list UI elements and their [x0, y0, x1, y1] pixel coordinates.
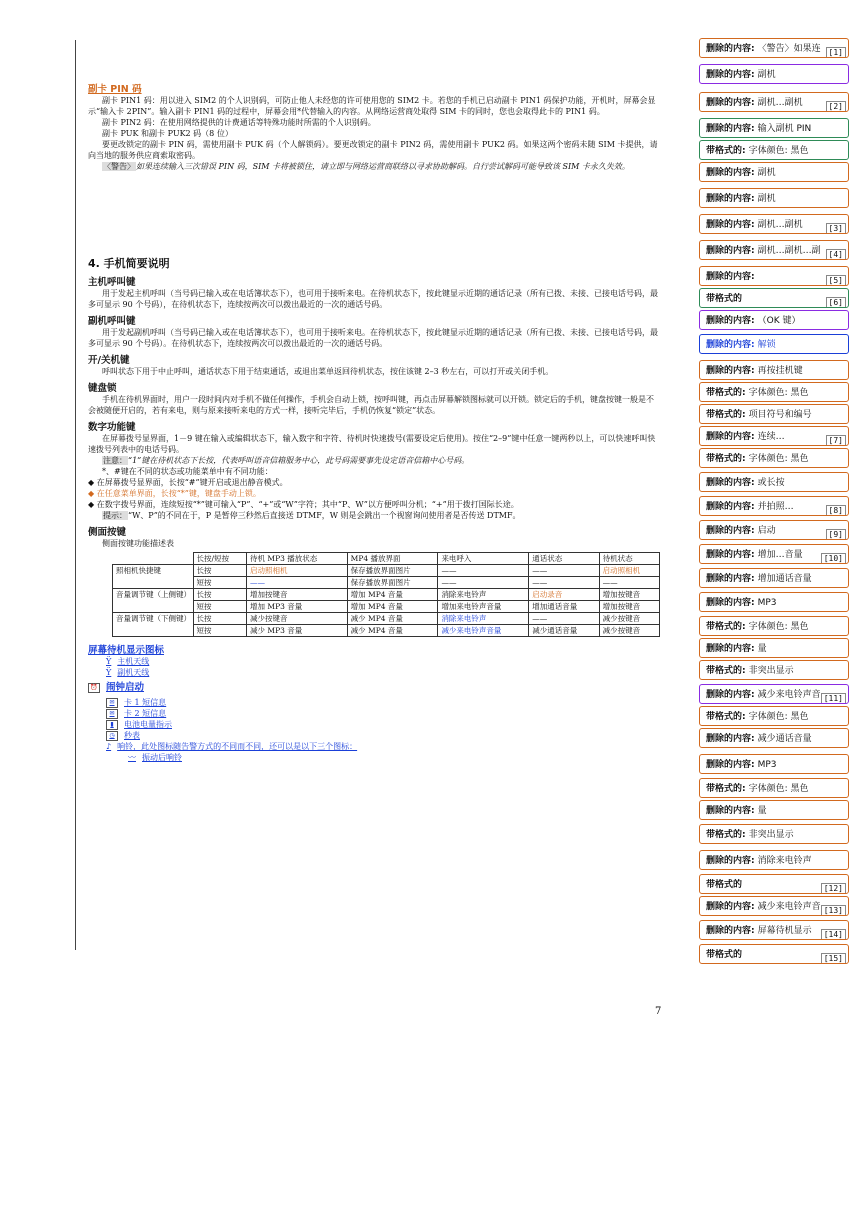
- note2-text: *、#键在不同的状态或功能菜单中有不同功能：: [102, 467, 273, 476]
- comment-ref: [10]: [821, 553, 846, 564]
- page-number: 7: [655, 1006, 662, 1017]
- comment-label: 删除的内容:: [706, 902, 755, 912]
- comment-text: MP3: [757, 598, 777, 608]
- comment-ref: [15]: [821, 953, 846, 964]
- comment-label: 删除的内容:: [706, 194, 755, 204]
- comment-text: 副机…副机…副: [757, 246, 821, 256]
- list-item: [106, 697, 660, 708]
- comment-text: 副机: [757, 194, 776, 204]
- icon-label: 振动后响铃: [142, 753, 182, 762]
- comment-balloon[interactable]: [699, 448, 849, 468]
- warning-text: 如果连续输入三次错误 PIN 码，SIM 卡将被锁住，请立即与网络运营商联络以寻求协助解码。自行尝试解码可能导致该 SIM 卡永久失效。: [136, 162, 630, 171]
- comment-label: 删除的内容:: [706, 760, 755, 770]
- comment-balloon[interactable]: [699, 592, 849, 612]
- comment-label: 删除的内容:: [706, 432, 755, 442]
- table-cell: 增加 MP4 音量: [347, 601, 438, 613]
- tip-text: “W、P”的不同在于，P 是暂停三秒然后直接送 DTMF，W 则是会跳出一个视窗询问使用者是否传送 DTMF。: [128, 511, 521, 520]
- table-cell: 减少 MP4 音量: [347, 625, 438, 637]
- table-cell: 启动照相机: [599, 565, 659, 577]
- comment-balloon[interactable]: [699, 426, 849, 446]
- comment-balloon[interactable]: [699, 404, 849, 424]
- list-item: [106, 730, 660, 741]
- comment-balloon[interactable]: [699, 874, 849, 894]
- table-cell: 增加按键音: [247, 589, 348, 601]
- antenna-2-icon: Ÿ: [106, 668, 112, 677]
- pin1-paragraph: 副卡 PIN1 码：用以进入 SIM2 的个人识别码，可防止他人未经您的许可使用您的 SIM2 卡。若您的手机已启动副卡 PIN1 码保护功能，开机时，屏幕会显示“输入卡 2PIN”。输入副卡 PIN1 码的过程中，屏幕会用*代替输入的内容。从网络运营商处取得 SIM 卡的同时，您也会取得此卡的 PIN1 码。: [88, 96, 656, 116]
- side-key-title: 侧面按键: [88, 527, 127, 538]
- comment-text: 字体颜色: 黑色: [748, 454, 809, 464]
- comment-balloon[interactable]: [699, 188, 849, 208]
- comment-balloon[interactable]: [699, 660, 849, 680]
- comment-label: 带格式的:: [706, 410, 746, 420]
- comment-balloon[interactable]: [699, 778, 849, 798]
- comment-label: 删除的内容:: [706, 478, 755, 488]
- table-row: [113, 577, 660, 589]
- comment-label: 带格式的:: [706, 146, 746, 156]
- comment-text: 屏幕待机显示: [757, 926, 812, 936]
- comment-text: 解锁: [757, 340, 776, 350]
- sub-call-text: 用于发起副机呼叫（当号码已输入或在电话簿状态下），也可用于接听来电。在待机状态下，按此键显示近期的通话记录（所有已拨、未接、已接电话号码，最多可显示 90 个号码）。在待机状态下，连续按两次可以拨出最近的一次的通话号码。: [88, 328, 658, 348]
- antenna-icon: Ÿ: [106, 657, 112, 666]
- comment-balloon[interactable]: [699, 360, 849, 380]
- comment-ref: [6]: [826, 297, 846, 308]
- list-item: [106, 741, 660, 752]
- comment-label: 删除的内容:: [706, 806, 755, 816]
- comment-label: 带格式的:: [706, 454, 746, 464]
- table-header-cell: 待机状态: [599, 553, 659, 565]
- comment-balloon[interactable]: [699, 728, 849, 748]
- table-cell: 减少 MP3 音量: [247, 625, 348, 637]
- comment-text: 非突出显示: [748, 830, 794, 840]
- comment-balloon[interactable]: [699, 754, 849, 774]
- comment-balloon[interactable]: [699, 638, 849, 658]
- puk-paragraph: 副卡 PUK 和副卡 PUK2 码（8 位）: [102, 129, 233, 138]
- table-row: [113, 625, 660, 637]
- table-cell: 长按: [193, 613, 247, 625]
- comment-balloon[interactable]: [699, 92, 849, 112]
- table-cell: 增加 MP4 音量: [347, 589, 438, 601]
- comment-balloon[interactable]: [699, 568, 849, 588]
- comment-text: 字体颜色: 黑色: [748, 622, 809, 632]
- comment-balloon[interactable]: [699, 944, 849, 964]
- icon-label: 卡 2 短信息: [124, 709, 167, 718]
- comment-label: 删除的内容:: [706, 550, 755, 560]
- ring-icon: ♪: [106, 742, 112, 751]
- alarm-icon: ⏰: [88, 683, 100, 693]
- comment-label: 删除的内容:: [706, 734, 755, 744]
- comment-ref: [3]: [826, 223, 846, 234]
- change-bar: [75, 40, 76, 950]
- comment-label: 带格式的:: [706, 830, 746, 840]
- numkey-title: 数字功能键: [88, 422, 136, 433]
- document-body: [88, 84, 660, 763]
- table-row: [113, 613, 660, 625]
- pin-section-title: 副卡 PIN 码: [88, 84, 142, 95]
- table-cell: 消除来电铃声: [438, 589, 529, 601]
- comment-label: 带格式的:: [706, 784, 746, 794]
- comment-ref: [11]: [821, 693, 846, 704]
- comment-text: 字体颜色: 黑色: [748, 712, 809, 722]
- comment-text: 再按挂机键: [757, 366, 803, 376]
- table-header-cell: [113, 553, 194, 565]
- stopwatch-icon: ◷: [106, 731, 118, 741]
- comment-balloon[interactable]: [699, 850, 849, 870]
- table-cell: 短按: [193, 601, 247, 613]
- comment-text: 消除来电铃声: [757, 856, 812, 866]
- table-cell: ——: [599, 577, 659, 589]
- comment-balloon[interactable]: [699, 824, 849, 844]
- table-header-cell: MP4 播放界面: [347, 553, 438, 565]
- warning-label: 〈警告〉: [103, 162, 135, 171]
- table-cell: 保存播放界面图片: [347, 577, 438, 589]
- comment-text: 减少来电铃声音: [757, 690, 821, 700]
- main-call-title: 主机呼叫键: [88, 277, 136, 288]
- comment-ref: [1]: [826, 47, 846, 58]
- table-cell: ——: [529, 565, 599, 577]
- table-group-cell: 音量调节键（下侧键）: [113, 613, 194, 637]
- bullet-2-text: 在任意菜单界面，长按“*”键，键盘手动上锁。: [96, 489, 261, 498]
- note-label: 注意：: [103, 456, 127, 465]
- table-cell: ——: [529, 577, 599, 589]
- power-key-title: 开/关机键: [88, 355, 130, 366]
- table-group-cell: 音量调节键（上侧键）: [113, 589, 194, 613]
- list-item: [106, 656, 660, 667]
- comment-label: 删除的内容:: [706, 366, 755, 376]
- comment-label: 删除的内容:: [706, 690, 755, 700]
- comment-balloon[interactable]: [699, 64, 849, 84]
- comment-label: 带格式的: [706, 294, 743, 304]
- table-cell: 短按: [193, 577, 247, 589]
- icon-label: 响铃，此处图标随告警方式的不同而不同，还可以是以下三个图标：: [117, 742, 358, 751]
- comment-balloon[interactable]: [699, 520, 849, 540]
- comment-balloon[interactable]: [699, 472, 849, 492]
- table-row: [113, 589, 660, 601]
- table-header-cell: 待机 MP3 播放状态: [247, 553, 348, 565]
- numkey-text: 在屏幕拨号显界面，1－9 键在输入或编辑状态下，输入数字和字符、待机时快速拨号(需要设定后使用)。按住“2–9”键中任意一键两秒以上，可以快速呼叫快速拨号列表中的电话号码。: [88, 434, 656, 454]
- list-item: [88, 682, 660, 693]
- note-text: “1”键在待机状态下长按，代表呼叫语音信箱服务中心，此号码需要事先设定语音信箱中心号码。: [128, 456, 470, 465]
- table-header-row: [113, 553, 660, 565]
- comment-balloon[interactable]: [699, 214, 849, 234]
- bullet-1: ◆ 在屏幕拨号显界面，长按“#”键开启或退出静音模式。: [88, 478, 288, 487]
- comment-label: 删除的内容:: [706, 644, 755, 654]
- standby-icons-title: 屏幕待机显示图标: [88, 645, 165, 656]
- tip-label: 提示：: [103, 511, 127, 520]
- table-cell: 短按: [193, 625, 247, 637]
- comment-ref: [13]: [821, 905, 846, 916]
- comment-text: 字体颜色: 黑色: [748, 388, 809, 398]
- table-cell: 增加 MP3 音量: [247, 601, 348, 613]
- icon-label: 电池电量指示: [124, 720, 172, 729]
- comment-ref: [4]: [826, 249, 846, 260]
- table-cell: 启动录音: [529, 589, 599, 601]
- table-cell: 增加按键音: [599, 589, 659, 601]
- comment-text: 字体颜色: 黑色: [748, 784, 809, 794]
- comment-balloon[interactable]: [699, 118, 849, 138]
- comment-label: 删除的内容:: [706, 44, 755, 54]
- comment-balloon[interactable]: [699, 162, 849, 182]
- comment-ref: [2]: [826, 101, 846, 112]
- comment-label: 删除的内容:: [706, 168, 755, 178]
- comment-ref: [8]: [826, 505, 846, 516]
- comment-label: 删除的内容:: [706, 574, 755, 584]
- bullet-3-text: 在数字拨号界面，连续短按“*”键可输入“P”、“+”或“W”字符；其中“P、W”以方便呼叫分机；“+”用于拨打国际长途。: [96, 500, 519, 509]
- sms-2-icon: ✉: [106, 709, 118, 719]
- main-call-text: 用于发起主机呼叫（当号码已输入或在电话簿状态下），也可用于接听来电。在待机状态下，按此键显示近期的通话记录（所有已拨、未接、已接电话号码，最多可显示 90 个号码），在待机状态下，连续按两次可以拨出最近的一次的通话号码。: [88, 289, 658, 309]
- comment-text: 副机…副机: [757, 220, 803, 230]
- comment-label: 删除的内容:: [706, 856, 755, 866]
- comment-text: 副机: [757, 168, 776, 178]
- bullet-2: ◆ 在任意菜单界面，长按“*”键，键盘手动上锁。: [88, 489, 261, 498]
- comment-balloon[interactable]: [699, 896, 849, 916]
- table-header-cell: 通话状态: [529, 553, 599, 565]
- comment-text: 量: [757, 806, 767, 816]
- table-cell: 长按: [193, 589, 247, 601]
- list-item: [106, 667, 660, 678]
- icon-label: 主机天线: [117, 657, 150, 666]
- table-cell: 减少通话音量: [529, 625, 599, 637]
- comment-text: 并拍照…: [757, 502, 794, 512]
- comment-text: 非突出显示: [748, 666, 794, 676]
- keylock-text: 手机在待机界面时，用户一段时间内对手机不做任何操作，手机会自动上锁，按呼叫键，再点击屏幕解锁图标就可以开锁。锁定后的手机，键盘按键一般是不会被随便开启的，若有来电，则与原来接听来电的方式一样，接听完毕后，手机仍恢复“锁定”状态。: [88, 395, 654, 415]
- comment-ref: [14]: [821, 929, 846, 940]
- comment-text: 连续…: [757, 432, 785, 442]
- table-cell: 增加来电铃声音量: [438, 601, 529, 613]
- table-cell: 长按: [193, 565, 247, 577]
- table-cell: 减少按键音: [599, 625, 659, 637]
- comment-text: 增加…音量: [757, 550, 803, 560]
- table-cell: ——: [438, 565, 529, 577]
- table-row: [113, 601, 660, 613]
- sms-1-icon: ✉: [106, 698, 118, 708]
- comment-label: 带格式的:: [706, 666, 746, 676]
- table-cell: 消除来电铃声: [438, 613, 529, 625]
- comment-ref: [12]: [821, 883, 846, 894]
- table-cell: 减少按键音: [599, 613, 659, 625]
- warning-paragraph: [88, 161, 660, 172]
- comment-balloon[interactable]: [699, 288, 849, 308]
- comment-text: 启动: [757, 526, 776, 536]
- table-cell: ——: [247, 577, 348, 589]
- vibrate-icon: 〰: [128, 753, 136, 762]
- comment-label: 删除的内容:: [706, 526, 755, 536]
- comment-text: 量: [757, 644, 767, 654]
- section-4-title: 4. 手机简要说明: [88, 257, 170, 270]
- comment-label: 删除的内容:: [706, 220, 755, 230]
- comment-label: 带格式的:: [706, 622, 746, 632]
- comment-label: 删除的内容:: [706, 316, 755, 326]
- comment-text: 副机…副机: [757, 98, 803, 108]
- table-cell: 减少按键音: [247, 613, 348, 625]
- side-key-caption: 侧面按键功能描述表: [102, 539, 174, 548]
- comment-balloon[interactable]: [699, 684, 849, 704]
- table-cell: ——: [438, 577, 529, 589]
- list-item: [128, 752, 660, 763]
- tip-paragraph: [88, 510, 660, 521]
- comment-text: （OK 键）: [757, 316, 801, 326]
- icon-label: 秒表: [124, 731, 140, 740]
- table-cell: 增加按键音: [599, 601, 659, 613]
- table-cell: 保存播放界面图片: [347, 565, 438, 577]
- comment-balloon[interactable]: [699, 616, 849, 636]
- comment-balloon[interactable]: [699, 38, 849, 58]
- table-header-cell: 长按/短按: [193, 553, 247, 565]
- table-cell: 启动照相机: [247, 565, 348, 577]
- bullet-3: ◆ 在数字拨号界面，连续短按“*”键可输入“P”、“+”或“W”字符；其中“P、W”以方便呼叫分机；“+”用于拨打国际长途。: [88, 500, 519, 509]
- comment-text: 或长按: [757, 478, 785, 488]
- note-paragraph: [88, 455, 660, 466]
- comment-label: 删除的内容:: [706, 246, 755, 256]
- comment-label: 删除的内容:: [706, 598, 755, 608]
- comment-balloon[interactable]: [699, 334, 849, 354]
- comment-label: 带格式的:: [706, 388, 746, 398]
- comment-label: 删除的内容:: [706, 70, 755, 80]
- comment-balloon[interactable]: [699, 266, 849, 286]
- bullet-1-text: 在屏幕拨号显界面，长按“#”键开启或退出静音模式。: [96, 478, 288, 487]
- table-group-cell: 照相机快捷键: [113, 565, 194, 589]
- comment-label: 删除的内容:: [706, 502, 755, 512]
- comment-label: 带格式的: [706, 950, 743, 960]
- table-header-cell: 来电呼入: [438, 553, 529, 565]
- comment-text: MP3: [757, 760, 777, 770]
- comment-label: 删除的内容:: [706, 272, 755, 282]
- sub-call-title: 副机呼叫键: [88, 316, 136, 327]
- comment-balloon[interactable]: [699, 382, 849, 402]
- comment-text: 字体颜色: 黑色: [748, 146, 809, 156]
- alarm-title: 闹钟启动: [106, 682, 145, 693]
- comment-balloon[interactable]: [699, 920, 849, 940]
- table-cell: 减少来电铃声音量: [438, 625, 529, 637]
- comment-text: 项目符号和编号: [748, 410, 812, 420]
- comment-label: 删除的内容:: [706, 340, 755, 350]
- comment-text: 副机: [757, 70, 776, 80]
- power-key-text: 呼叫状态下用于中止呼叫，通话状态下用于结束通话，或退出菜单返回待机状态，按住该键 2–3 秒左右，可以打开或关闭手机。: [102, 367, 554, 376]
- comment-label: 删除的内容:: [706, 124, 755, 134]
- comment-ref: [5]: [826, 275, 846, 286]
- battery-icon: ▮: [106, 720, 118, 730]
- table-cell: 增加通话音量: [529, 601, 599, 613]
- side-key-table: [112, 552, 660, 637]
- puk-detail-paragraph: 要更改锁定的副卡 PIN 码，需使用副卡 PUK 码（个人解锁码）。要更改锁定的副卡 PIN2 码，需使用副卡 PUK2 码。如果这两个密码未随 SIM 卡提供，请向当地的服务供应商索取密码。: [88, 140, 658, 160]
- comment-text: 〈警告〉如果连: [757, 44, 821, 54]
- comment-label: 删除的内容:: [706, 926, 755, 936]
- comment-text: 减少通话音量: [757, 734, 812, 744]
- comment-ref: [9]: [826, 529, 846, 540]
- table-cell: 减少 MP4 音量: [347, 613, 438, 625]
- comment-label: 带格式的: [706, 880, 743, 890]
- comment-balloon[interactable]: [699, 310, 849, 330]
- comment-balloon[interactable]: [699, 800, 849, 820]
- keylock-title: 键盘锁: [88, 383, 117, 394]
- comment-label: 带格式的:: [706, 712, 746, 722]
- comment-balloon[interactable]: [699, 140, 849, 160]
- comment-text: 减少来电铃声音: [757, 902, 821, 912]
- icon-label: 副机天线: [117, 668, 150, 677]
- icon-label: 卡 1 短信息: [124, 698, 167, 707]
- comment-text: 增加通话音量: [757, 574, 812, 584]
- comment-text: 输入副机 PIN: [757, 124, 812, 134]
- list-item: [106, 708, 660, 719]
- table-cell: ——: [529, 613, 599, 625]
- comment-balloon[interactable]: [699, 544, 849, 564]
- comment-balloon[interactable]: [699, 496, 849, 516]
- comment-balloon[interactable]: [699, 240, 849, 260]
- table-row: [113, 565, 660, 577]
- comment-label: 删除的内容:: [706, 98, 755, 108]
- list-item: [106, 719, 660, 730]
- comment-balloon[interactable]: [699, 706, 849, 726]
- comment-ref: [7]: [826, 435, 846, 446]
- pin2-paragraph: 副卡 PIN2 码：在使用网络提供的计费通话等特殊功能时所需的个人识别码。: [102, 118, 376, 127]
